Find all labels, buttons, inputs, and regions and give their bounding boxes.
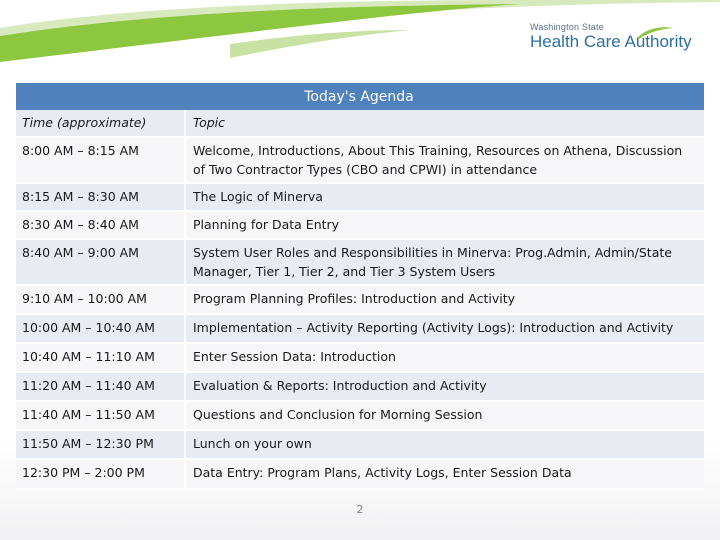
logo-line-2: Health Care Authority — [530, 32, 692, 51]
time-cell: 8:30 AM – 8:40 AM — [16, 212, 186, 240]
topic-cell: Implementation – Activity Reporting (Activity Logs): Introduction and Activity — [186, 315, 704, 344]
topic-cell: The Logic of Minerva — [186, 184, 704, 212]
topic-cell: Data Entry: Program Plans, Activity Logs, Enter Session Data — [186, 460, 704, 490]
time-cell: 11:50 AM – 12:30 PM — [16, 431, 186, 460]
time-cell: 12:30 PM – 2:00 PM — [16, 460, 186, 490]
topic-cell: Planning for Data Entry — [186, 212, 704, 240]
logo-line-1: Washington State — [530, 22, 604, 32]
time-cell: 8:40 AM – 9:00 AM — [16, 240, 186, 286]
topic-cell: System User Roles and Responsibilities in Minerva: Prog.Admin, Admin/State Manager, Tier 1, Tier 2, and Tier 3 System Users — [186, 240, 704, 286]
agenda-table — [16, 83, 704, 490]
table-row — [16, 431, 704, 460]
hca-logo — [530, 22, 700, 56]
topic-cell: Lunch on your own — [186, 431, 704, 460]
time-column-header: Time (approximate) — [16, 110, 186, 138]
page-number: 2 — [356, 503, 364, 516]
table-row — [16, 373, 704, 402]
table-row — [16, 460, 704, 490]
topic-cell: Enter Session Data: Introduction — [186, 344, 704, 373]
time-cell: 8:00 AM – 8:15 AM — [16, 138, 186, 184]
time-cell: 11:20 AM – 11:40 AM — [16, 373, 186, 402]
topic-column-header: Topic — [186, 110, 704, 138]
agenda-title-bar — [16, 83, 704, 110]
time-cell: 11:40 AM – 11:50 AM — [16, 402, 186, 431]
topic-cell: Welcome, Introductions, About This Training, Resources on Athena, Discussion of Two Contractor Types (CBO and CPWI) in attendance — [186, 138, 704, 184]
topic-cell: Program Planning Profiles: Introduction and Activity — [186, 286, 704, 315]
table-row — [16, 402, 704, 431]
agenda-title: Today's Agenda — [304, 89, 414, 105]
table-header-row — [16, 110, 704, 138]
time-cell: 10:00 AM – 10:40 AM — [16, 315, 186, 344]
table-row — [16, 184, 704, 212]
table-row — [16, 344, 704, 373]
table-row — [16, 286, 704, 315]
time-cell: 10:40 AM – 11:10 AM — [16, 344, 186, 373]
logo-swoosh-icon — [635, 26, 675, 40]
topic-cell: Questions and Conclusion for Morning Session — [186, 402, 704, 431]
time-cell: 8:15 AM – 8:30 AM — [16, 184, 186, 212]
topic-cell: Evaluation & Reports: Introduction and Activity — [186, 373, 704, 402]
table-row — [16, 138, 704, 184]
time-cell: 9:10 AM – 10:00 AM — [16, 286, 186, 315]
table-row — [16, 240, 704, 286]
table-row — [16, 315, 704, 344]
table-row — [16, 212, 704, 240]
